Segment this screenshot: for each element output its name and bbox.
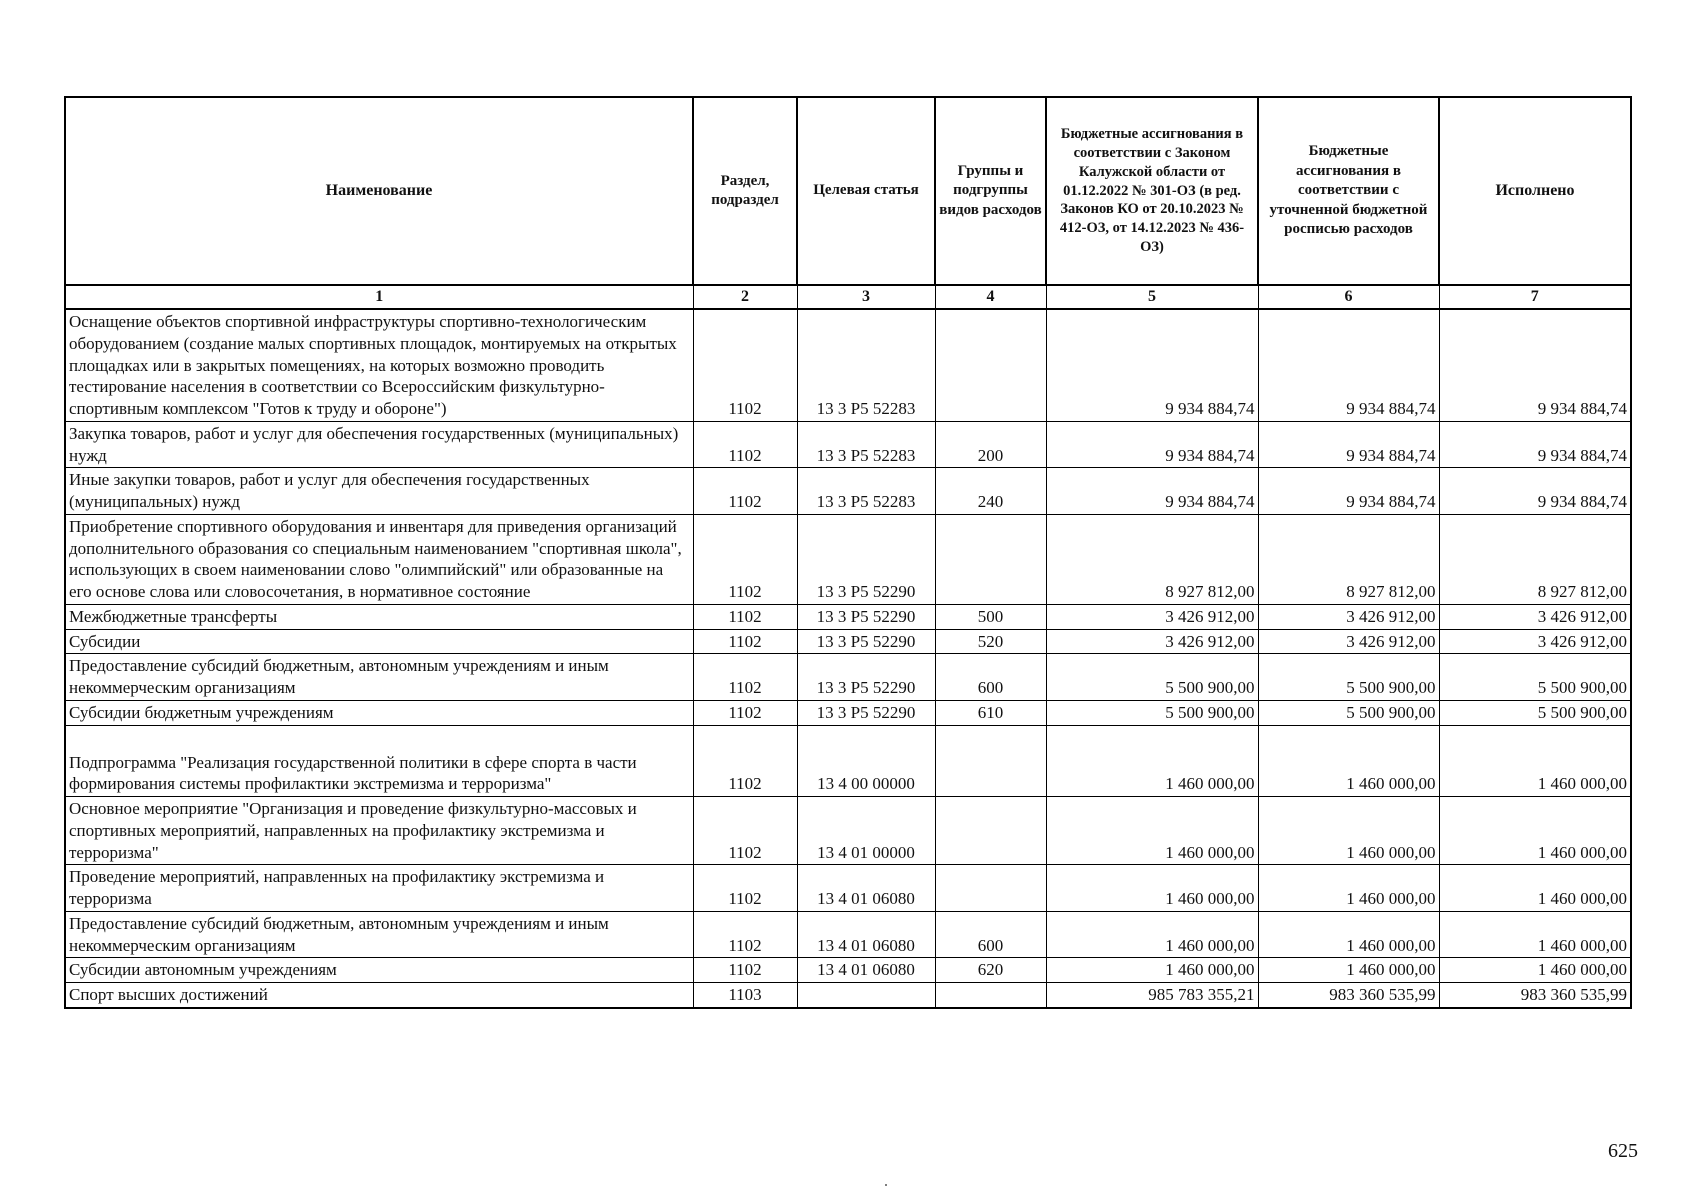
row-target: 13 4 01 00000: [797, 797, 935, 865]
row-group: 620: [935, 958, 1046, 983]
row-name: Подпрограмма "Реализация государственной политики в сфере спорта в части формирования системы профилактики экстремизма и терроризма": [65, 725, 693, 797]
row-refined-amount: 8 927 812,00: [1258, 514, 1439, 604]
row-law-amount: 1 460 000,00: [1046, 725, 1258, 797]
row-law-amount: 9 934 884,74: [1046, 421, 1258, 468]
row-name: Предоставление субсидий бюджетным, автономным учреждениям и иным некоммерческим организациям: [65, 654, 693, 701]
row-law-amount: 9 934 884,74: [1046, 468, 1258, 515]
row-section: 1102: [693, 958, 797, 983]
column-number: 6: [1258, 285, 1439, 309]
row-name: Оснащение объектов спортивной инфраструктуры спортивно-технологическим оборудованием (создание малых спортивных площадок, монтируемых на открытых площадках или в закрытых помещениях, на которых возможно проводить тестирование населения в соответствии со Всероссийским физкультурно-спортивным комплексом "Готов к труду и обороне"): [65, 309, 693, 421]
row-target: 13 3 P5 52290: [797, 629, 935, 654]
column-number: 4: [935, 285, 1046, 309]
row-law-amount: 3 426 912,00: [1046, 629, 1258, 654]
column-number: 1: [65, 285, 693, 309]
table-row: [65, 797, 1631, 865]
header-name: Наименование: [65, 97, 693, 285]
row-executed-amount: 9 934 884,74: [1439, 309, 1631, 421]
budget-table: [64, 96, 1632, 1009]
row-law-amount: 5 500 900,00: [1046, 700, 1258, 725]
table-row: [65, 604, 1631, 629]
row-name: Субсидии автономным учреждениям: [65, 958, 693, 983]
row-refined-amount: 9 934 884,74: [1258, 309, 1439, 421]
row-name: Приобретение спортивного оборудования и инвентаря для приведения организаций дополнительного образования со специальным наименованием "спортивная школа", использующих в своем наименовании слово "олимпийский" или образованные на его основе слова или словосочетания, в нормативное состояние: [65, 514, 693, 604]
row-group: [935, 514, 1046, 604]
row-name: Субсидии: [65, 629, 693, 654]
row-group: 200: [935, 421, 1046, 468]
row-executed-amount: 3 426 912,00: [1439, 629, 1631, 654]
row-section: 1103: [693, 983, 797, 1008]
row-law-amount: 9 934 884,74: [1046, 309, 1258, 421]
table-row: [65, 309, 1631, 421]
row-refined-amount: 1 460 000,00: [1258, 725, 1439, 797]
row-section: 1102: [693, 514, 797, 604]
row-section: 1102: [693, 865, 797, 912]
row-section: 1102: [693, 797, 797, 865]
row-target: 13 4 01 06080: [797, 958, 935, 983]
row-group: 610: [935, 700, 1046, 725]
row-refined-amount: 3 426 912,00: [1258, 629, 1439, 654]
row-group: [935, 309, 1046, 421]
column-numbers-row: [65, 285, 1631, 309]
row-law-amount: 8 927 812,00: [1046, 514, 1258, 604]
row-group: [935, 983, 1046, 1008]
row-target: 13 4 00 00000: [797, 725, 935, 797]
row-target: 13 3 P5 52290: [797, 654, 935, 701]
row-section: 1102: [693, 309, 797, 421]
row-executed-amount: 5 500 900,00: [1439, 700, 1631, 725]
table-row: [65, 654, 1631, 701]
row-name: Спорт высших достижений: [65, 983, 693, 1008]
row-refined-amount: 1 460 000,00: [1258, 797, 1439, 865]
row-refined-amount: 5 500 900,00: [1258, 700, 1439, 725]
header-expense-groups: Группы и подгруппы видов расходов: [935, 97, 1046, 285]
row-law-amount: 985 783 355,21: [1046, 983, 1258, 1008]
row-law-amount: 1 460 000,00: [1046, 797, 1258, 865]
row-target: 13 3 P5 52290: [797, 700, 935, 725]
header-law-appropriations: Бюджетные ассигнования в соответствии с Законом Калужской области от 01.12.2022 № 301-ОЗ (в ред. Законов КО от 20.10.2023 № 412-ОЗ, от 14.12.2023 № 436-ОЗ): [1046, 97, 1258, 285]
row-executed-amount: 1 460 000,00: [1439, 725, 1631, 797]
row-target: [797, 983, 935, 1008]
row-target: 13 4 01 06080: [797, 911, 935, 958]
table-row: [65, 700, 1631, 725]
row-executed-amount: 1 460 000,00: [1439, 865, 1631, 912]
table-row: [65, 468, 1631, 515]
row-name: Субсидии бюджетным учреждениям: [65, 700, 693, 725]
table-row: [65, 911, 1631, 958]
row-section: 1102: [693, 468, 797, 515]
page-number: 625: [1608, 1140, 1638, 1162]
budget-document: [64, 96, 1630, 1009]
row-refined-amount: 3 426 912,00: [1258, 604, 1439, 629]
row-group: [935, 797, 1046, 865]
row-group: 520: [935, 629, 1046, 654]
row-section: 1102: [693, 654, 797, 701]
row-executed-amount: 9 934 884,74: [1439, 468, 1631, 515]
header-refined-appropriations: Бюджетные ассигнования в соответствии с уточненной бюджетной росписью расходов: [1258, 97, 1439, 285]
row-target: 13 3 P5 52290: [797, 514, 935, 604]
header-target-article: Целевая статья: [797, 97, 935, 285]
column-number: 5: [1046, 285, 1258, 309]
scan-speck: [885, 1184, 887, 1186]
row-name: Закупка товаров, работ и услуг для обеспечения государственных (муниципальных) нужд: [65, 421, 693, 468]
row-section: 1102: [693, 725, 797, 797]
row-group: [935, 865, 1046, 912]
row-name: Проведение мероприятий, направленных на профилактику экстремизма и терроризма: [65, 865, 693, 912]
header-section: Раздел, подраздел: [693, 97, 797, 285]
row-law-amount: 1 460 000,00: [1046, 865, 1258, 912]
row-group: 600: [935, 911, 1046, 958]
row-group: 500: [935, 604, 1046, 629]
row-refined-amount: 983 360 535,99: [1258, 983, 1439, 1008]
row-executed-amount: 983 360 535,99: [1439, 983, 1631, 1008]
row-group: 600: [935, 654, 1046, 701]
row-target: 13 4 01 06080: [797, 865, 935, 912]
row-name: Межбюджетные трансферты: [65, 604, 693, 629]
row-section: 1102: [693, 604, 797, 629]
row-law-amount: 1 460 000,00: [1046, 911, 1258, 958]
row-refined-amount: 1 460 000,00: [1258, 958, 1439, 983]
table-row: [65, 958, 1631, 983]
table-row: [65, 421, 1631, 468]
table-row: [65, 514, 1631, 604]
column-number: 2: [693, 285, 797, 309]
header-executed: Исполнено: [1439, 97, 1631, 285]
row-executed-amount: 5 500 900,00: [1439, 654, 1631, 701]
table-row: [65, 865, 1631, 912]
row-refined-amount: 1 460 000,00: [1258, 911, 1439, 958]
row-name: Иные закупки товаров, работ и услуг для обеспечения государственных (муниципальных) нужд: [65, 468, 693, 515]
row-section: 1102: [693, 911, 797, 958]
row-executed-amount: 8 927 812,00: [1439, 514, 1631, 604]
row-section: 1102: [693, 421, 797, 468]
column-number: 3: [797, 285, 935, 309]
row-executed-amount: 9 934 884,74: [1439, 421, 1631, 468]
row-executed-amount: 3 426 912,00: [1439, 604, 1631, 629]
column-number: 7: [1439, 285, 1631, 309]
table-row: [65, 725, 1631, 797]
row-law-amount: 3 426 912,00: [1046, 604, 1258, 629]
row-name: Предоставление субсидий бюджетным, автономным учреждениям и иным некоммерческим организациям: [65, 911, 693, 958]
row-refined-amount: 9 934 884,74: [1258, 468, 1439, 515]
table-row: [65, 983, 1631, 1008]
row-section: 1102: [693, 629, 797, 654]
table-row: [65, 629, 1631, 654]
row-target: 13 3 P5 52283: [797, 468, 935, 515]
row-refined-amount: 9 934 884,74: [1258, 421, 1439, 468]
row-target: 13 3 P5 52283: [797, 309, 935, 421]
row-law-amount: 5 500 900,00: [1046, 654, 1258, 701]
row-refined-amount: 5 500 900,00: [1258, 654, 1439, 701]
row-refined-amount: 1 460 000,00: [1258, 865, 1439, 912]
row-section: 1102: [693, 700, 797, 725]
row-executed-amount: 1 460 000,00: [1439, 911, 1631, 958]
row-group: 240: [935, 468, 1046, 515]
row-executed-amount: 1 460 000,00: [1439, 958, 1631, 983]
row-law-amount: 1 460 000,00: [1046, 958, 1258, 983]
row-target: 13 3 P5 52290: [797, 604, 935, 629]
header-row: [65, 97, 1631, 285]
row-group: [935, 725, 1046, 797]
row-target: 13 3 P5 52283: [797, 421, 935, 468]
row-name: Основное мероприятие "Организация и проведение физкультурно-массовых и спортивных мероприятий, направленных на профилактику экстремизма и терроризма": [65, 797, 693, 865]
row-executed-amount: 1 460 000,00: [1439, 797, 1631, 865]
